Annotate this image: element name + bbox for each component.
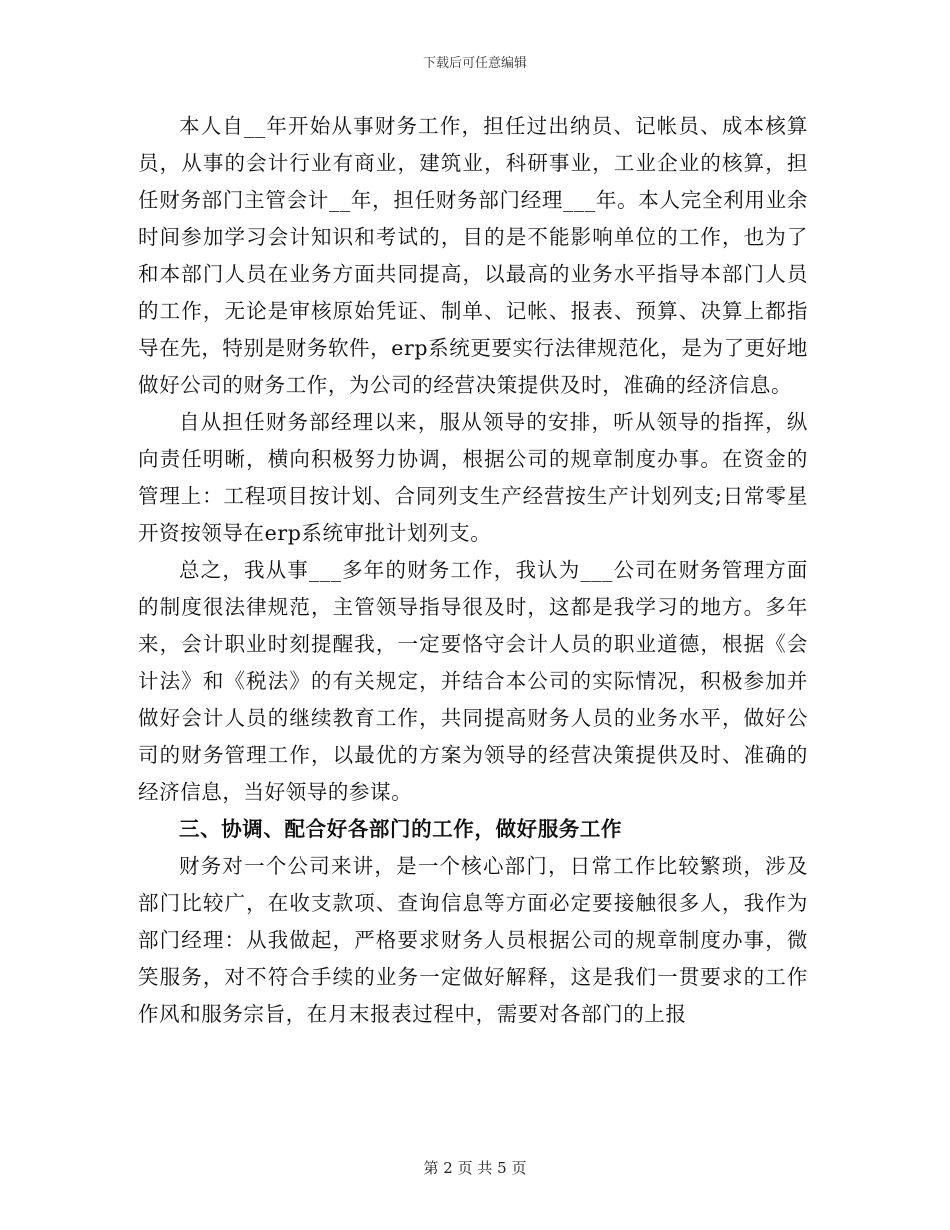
paragraph-manager-duties: 自从担任财务部经理以来，服从领导的安排，听从领导的指挥，纵向责任明晰，横向积极努力协调，根据公司的规章制度办事。在资金的管理上：工程项目按计划、合同列支生产经营按生产计划列支;日常零星开资按领导在erp系统审批计划列支。 xyxy=(138,410,808,545)
document-body xyxy=(138,108,808,1033)
paragraph-career-history: 本人自__年开始从事财务工作，担任过出纳员、记帐员、成本核算员，从事的会计行业有商业，建筑业，科研事业，工业企业的核算，担任财务部门主管会计__年，担任财务部门经理___年。本人完全利用业余时间参加学习会计知识和考试的，目的是不能影响单位的工作，也为了和本部门人员在业务方面共同提高，以最高的业务水平指导本部门人员的工作，无论是审核原始凭证、制单、记帐、报表、预算、决算上都指导在先，特别是财务软件，erp系统更要实行法律规范化，是为了更好地做好公司的财务工作，为公司的经营决策提供及时，准确的经济信息。 xyxy=(138,114,808,397)
section-heading: 三、协调、配合好各部门的工作，做好服务工作 xyxy=(179,817,623,841)
paragraph-summary: 总之，我从事___多年的财务工作，我认为___公司在财务管理方面的制度很法律规范，主管领导指导很及时，这都是我学习的地方。多年来，会计职业时刻提醒我，一定要恪守会计人员的职业道德，根据《会计法》和《税法》的有关规定，并结合本公司的实际情况，积极参加并做好会计人员的继续教育工作，共同提高财务人员的业务水平，做好公司的财务管理工作，以最优的方案为领导的经营决策提供及时、准确的经济信息，当好领导的参谋。 xyxy=(138,558,808,804)
paragraph-coordination: 财务对一个公司来讲，是一个核心部门，日常工作比较繁琐，涉及部门比较广，在收支款项、查询信息等方面必定要接触很多人，我作为部门经理：从我做起，严格要求财务人员根据公司的规章制度办事，微笑服务，对不符合手续的业务一定做好解释，这是我们一贯要求的工作作风和服务宗旨，在月末报表过程中，需要对各部门的上报 xyxy=(138,854,808,1026)
page-number: 第 2 页 共 5 页 xyxy=(423,1159,527,1177)
header-note: 下载后可任意编辑 xyxy=(422,56,527,71)
